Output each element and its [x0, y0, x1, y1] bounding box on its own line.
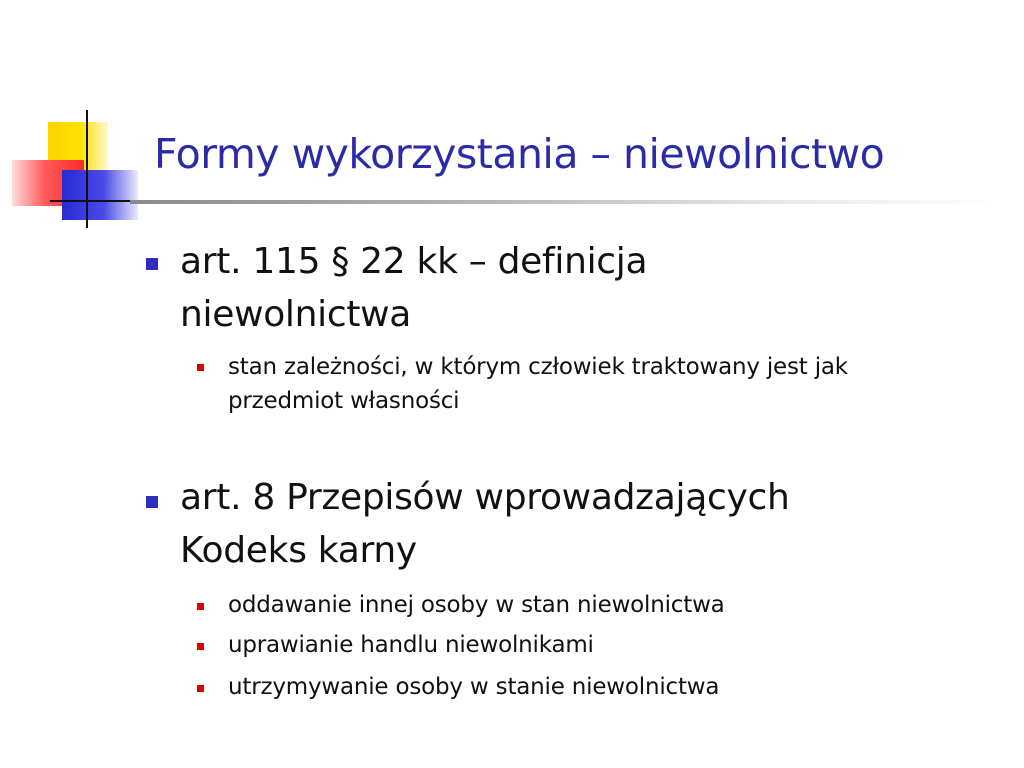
- sub-bullet-item-text: stan zależności, w którym człowiek traktowany jest jak: [228, 354, 848, 380]
- bullet-item-text: art. 115 § 22 kk – definicja: [180, 241, 648, 282]
- bullet-item-text: art. 8 Przepisów wprowadzających: [180, 477, 790, 518]
- sub-bullet-square-icon: [197, 603, 204, 610]
- bullet-square-icon: [146, 258, 158, 270]
- slide-title: Formy wykorzystania – niewolnictwo: [154, 130, 885, 178]
- sub-bullet-item-text: utrzymywanie osoby w stanie niewolnictwa: [228, 674, 720, 700]
- bullet-item-text: Kodeks karny: [180, 530, 417, 571]
- bullet-item-text: niewolnictwa: [180, 294, 412, 335]
- bullet-square-icon: [146, 496, 158, 508]
- sub-bullet-square-icon: [197, 364, 204, 371]
- sub-bullet-item-text: przedmiot własności: [228, 388, 460, 414]
- sub-bullet-square-icon: [197, 685, 204, 692]
- sub-bullet-item-text: oddawanie innej osoby w stan niewolnictwa: [228, 592, 725, 618]
- sub-bullet-square-icon: [197, 643, 204, 650]
- sub-bullet-item-text: uprawianie handlu niewolnikami: [228, 632, 594, 658]
